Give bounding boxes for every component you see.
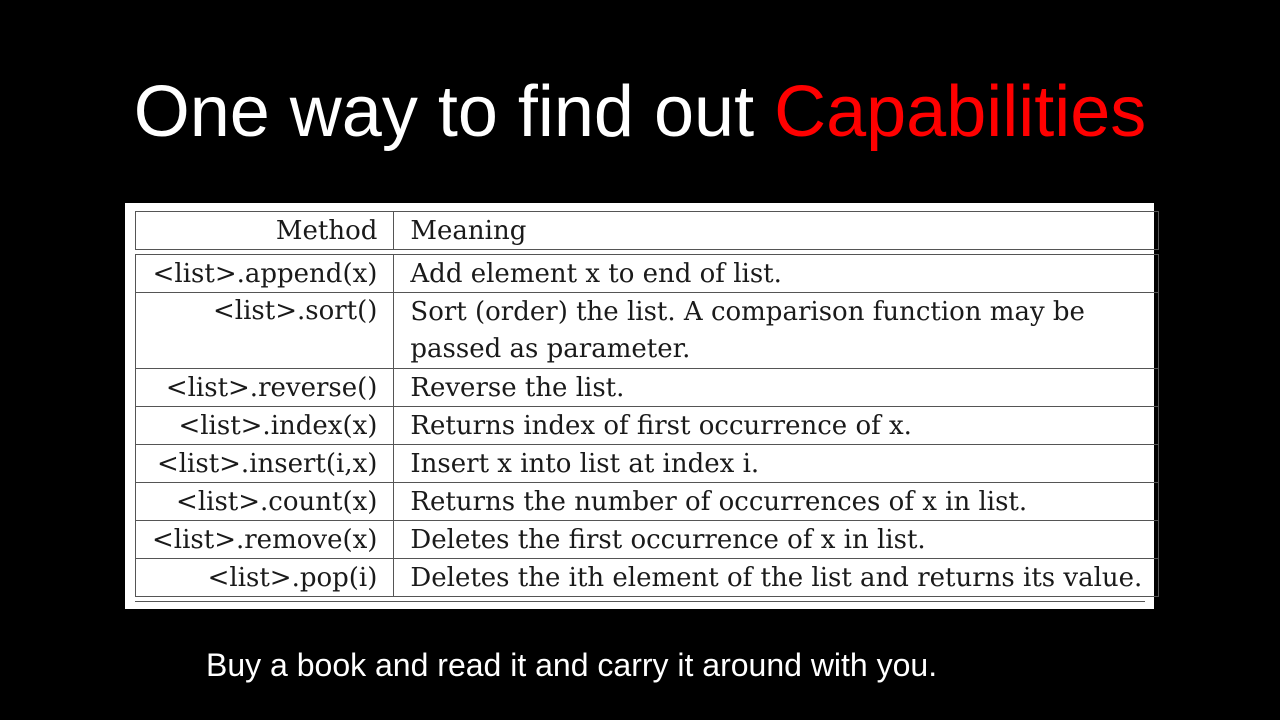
meaning-cell: Insert x into list at index i. <box>394 445 1159 483</box>
header-meaning: Meaning <box>394 212 1159 250</box>
slide-title <box>0 68 1280 156</box>
method-cell: <list>.reverse() <box>136 369 394 407</box>
table-row <box>136 445 1159 483</box>
table-header-row <box>136 212 1159 250</box>
meaning-cell: Returns the number of occurrences of x in list. <box>394 483 1159 521</box>
table-bottom-rule <box>135 601 1145 602</box>
method-cell: <list>.append(x) <box>136 255 394 293</box>
table-row <box>136 559 1159 597</box>
meaning-cell: Deletes the ith element of the list and returns its value. <box>394 559 1159 597</box>
title-accent: Capabilities <box>774 72 1147 152</box>
method-cell: <list>.remove(x) <box>136 521 394 559</box>
table-row <box>136 369 1159 407</box>
table-row <box>136 255 1159 293</box>
method-cell: <list>.index(x) <box>136 407 394 445</box>
meaning-cell: Returns index of first occurrence of x. <box>394 407 1159 445</box>
method-cell: <list>.count(x) <box>136 483 394 521</box>
list-methods-table <box>135 211 1159 597</box>
table-row <box>136 483 1159 521</box>
meaning-cell: Reverse the list. <box>394 369 1159 407</box>
header-method: Method <box>136 212 394 250</box>
table-image <box>125 203 1154 609</box>
meaning-cell: Sort (order) the list. A comparison function may be passed as parameter. <box>394 293 1159 369</box>
method-cell: <list>.insert(i,x) <box>136 445 394 483</box>
meaning-cell: Deletes the first occurrence of x in list. <box>394 521 1159 559</box>
meaning-cell: Add element x to end of list. <box>394 255 1159 293</box>
title-prefix: One way to find out <box>133 72 775 152</box>
table-row <box>136 407 1159 445</box>
method-cell: <list>.pop(i) <box>136 559 394 597</box>
table-row <box>136 521 1159 559</box>
method-cell: <list>.sort() <box>136 293 394 369</box>
slide-caption: Buy a book and read it and carry it around with you. <box>206 647 938 683</box>
table-row <box>136 293 1159 369</box>
